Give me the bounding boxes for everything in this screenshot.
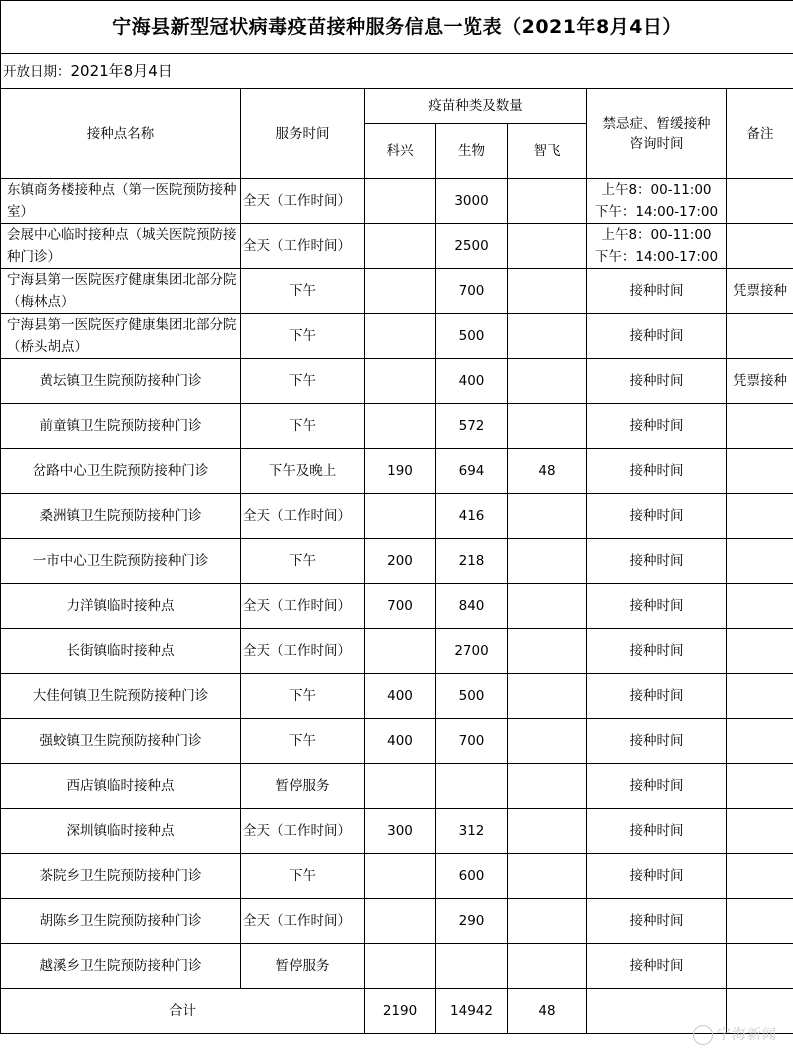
table-row (1, 764, 793, 809)
service-hours: 全天（工作时间） (241, 629, 365, 674)
table-row (1, 269, 793, 314)
table-row (1, 944, 793, 989)
shengwu-count (436, 764, 508, 809)
service-hours: 下午 (241, 854, 365, 899)
total-row (1, 989, 793, 1034)
consult-time: 接种时间 (587, 404, 727, 449)
service-hours: 全天（工作时间） (241, 494, 365, 539)
shengwu-count: 218 (436, 539, 508, 584)
site-name: 强蛟镇卫生院预防接种门诊 (1, 719, 241, 764)
open-date-label: 开放日期： (3, 63, 71, 80)
shengwu-count: 2700 (436, 629, 508, 674)
kexing-count (365, 314, 436, 359)
kexing-count: 300 (365, 809, 436, 854)
zhifei-count (508, 359, 587, 404)
service-hours: 暂停服务 (241, 944, 365, 989)
consult-time: 接种时间 (587, 764, 727, 809)
consult-time: 接种时间 (587, 809, 727, 854)
site-name: 深圳镇临时接种点 (1, 809, 241, 854)
zhifei-count (508, 494, 587, 539)
service-hours: 下午 (241, 404, 365, 449)
service-hours: 全天（工作时间） (241, 899, 365, 944)
shengwu-count: 2500 (436, 224, 508, 269)
kexing-count: 400 (365, 719, 436, 764)
consult-time: 接种时间 (587, 899, 727, 944)
note (727, 224, 793, 269)
table-row (1, 494, 793, 539)
service-hours: 下午 (241, 359, 365, 404)
note (727, 809, 793, 854)
kexing-count (365, 899, 436, 944)
consult-time: 接种时间 (587, 269, 727, 314)
site-name: 西店镇临时接种点 (1, 764, 241, 809)
kexing-count (365, 179, 436, 224)
zhifei-count (508, 854, 587, 899)
consult-time: 接种时间 (587, 674, 727, 719)
table-row (1, 539, 793, 584)
zhifei-count: 48 (508, 449, 587, 494)
consult-time: 接种时间 (587, 539, 727, 584)
service-hours: 全天（工作时间） (241, 179, 365, 224)
consult-time: 接种时间 (587, 719, 727, 764)
shengwu-count: 400 (436, 359, 508, 404)
zhifei-count (508, 224, 587, 269)
kexing-count: 200 (365, 539, 436, 584)
total-zhifei: 48 (508, 989, 587, 1034)
header-consult: 禁忌症、暂缓接种咨询时间 (587, 89, 727, 179)
site-name: 长街镇临时接种点 (1, 629, 241, 674)
header-vaccine-group: 疫苗种类及数量 (365, 89, 587, 124)
consult-time: 接种时间 (587, 584, 727, 629)
shengwu-count: 840 (436, 584, 508, 629)
site-name: 大佳何镇卫生院预防接种门诊 (1, 674, 241, 719)
open-date-line (1, 54, 793, 89)
kexing-count (365, 764, 436, 809)
service-hours: 暂停服务 (241, 764, 365, 809)
consult-time: 接种时间 (587, 314, 727, 359)
site-name: 茶院乡卫生院预防接种门诊 (1, 854, 241, 899)
header-kexing: 科兴 (365, 124, 436, 179)
zhifei-count (508, 269, 587, 314)
service-hours: 全天（工作时间） (241, 584, 365, 629)
zhifei-count (508, 719, 587, 764)
note (727, 449, 793, 494)
zhifei-count (508, 899, 587, 944)
zhifei-count (508, 179, 587, 224)
site-name: 越溪乡卫生院预防接种门诊 (1, 944, 241, 989)
shengwu-count: 500 (436, 314, 508, 359)
site-name: 胡陈乡卫生院预防接种门诊 (1, 899, 241, 944)
consult-time: 接种时间 (587, 359, 727, 404)
kexing-count (365, 224, 436, 269)
site-name: 宁海县第一医院医疗健康集团北部分院（梅林点） (1, 269, 241, 314)
note (727, 539, 793, 584)
header-hours: 服务时间 (241, 89, 365, 179)
total-label: 合计 (1, 989, 365, 1034)
shengwu-count: 700 (436, 719, 508, 764)
kexing-count (365, 944, 436, 989)
note (727, 899, 793, 944)
consult-afternoon: 下午：14:00-17:00 (594, 204, 719, 220)
zhifei-count (508, 674, 587, 719)
note (727, 314, 793, 359)
table-row (1, 629, 793, 674)
service-hours: 全天（工作时间） (241, 224, 365, 269)
consult-time: 接种时间 (587, 449, 727, 494)
table-row (1, 314, 793, 359)
shengwu-count: 572 (436, 404, 508, 449)
site-name: 岔路中心卫生院预防接种门诊 (1, 449, 241, 494)
open-date-value: 2021年8月4日 (70, 61, 173, 80)
site-name: 力洋镇临时接种点 (1, 584, 241, 629)
zhifei-count (508, 629, 587, 674)
note (727, 944, 793, 989)
consult-time: 接种时间 (587, 944, 727, 989)
zhifei-count (508, 539, 587, 584)
watermark (693, 1024, 777, 1045)
consult-afternoon: 下午：14:00-17:00 (594, 249, 719, 265)
header-shengwu: 生物 (436, 124, 508, 179)
note (727, 584, 793, 629)
service-hours: 下午 (241, 539, 365, 584)
zhifei-count (508, 404, 587, 449)
shengwu-count: 3000 (436, 179, 508, 224)
site-name: 桑洲镇卫生院预防接种门诊 (1, 494, 241, 539)
table-row (1, 449, 793, 494)
zhifei-count (508, 314, 587, 359)
kexing-count (365, 404, 436, 449)
note (727, 719, 793, 764)
site-name: 一市中心卫生院预防接种门诊 (1, 539, 241, 584)
table-row (1, 854, 793, 899)
table-row (1, 584, 793, 629)
site-name: 前童镇卫生院预防接种门诊 (1, 404, 241, 449)
total-shengwu: 14942 (436, 989, 508, 1034)
kexing-count: 700 (365, 584, 436, 629)
shengwu-count: 416 (436, 494, 508, 539)
header-site: 接种点名称 (1, 89, 241, 179)
zhifei-count (508, 584, 587, 629)
kexing-count: 190 (365, 449, 436, 494)
kexing-count: 400 (365, 674, 436, 719)
kexing-count (365, 494, 436, 539)
note (727, 404, 793, 449)
table-row (1, 719, 793, 764)
watermark-text: 宁海新闻 (717, 1027, 777, 1043)
service-hours: 下午 (241, 719, 365, 764)
consult-time: 接种时间 (587, 494, 727, 539)
service-hours: 下午 (241, 674, 365, 719)
table-row (1, 179, 793, 224)
table-row (1, 674, 793, 719)
note: 凭票接种 (727, 269, 793, 314)
consult-time: 接种时间 (587, 854, 727, 899)
service-hours: 下午 (241, 269, 365, 314)
shengwu-count: 500 (436, 674, 508, 719)
kexing-count (365, 854, 436, 899)
shengwu-count: 600 (436, 854, 508, 899)
note: 凭票接种 (727, 359, 793, 404)
note (727, 674, 793, 719)
table-row (1, 404, 793, 449)
site-name: 宁海县第一医院医疗健康集团北部分院（桥头胡点） (1, 314, 241, 359)
consult-time (587, 224, 727, 269)
table-row (1, 809, 793, 854)
service-hours: 下午及晚上 (241, 449, 365, 494)
table-row (1, 359, 793, 404)
shengwu-count (436, 944, 508, 989)
note (727, 494, 793, 539)
page-title: 宁海县新型冠状病毒疫苗接种服务信息一览表（2021年8月4日） (1, 1, 793, 54)
consult-time (587, 179, 727, 224)
consult-morning: 上午8：00-11:00 (601, 227, 712, 243)
site-name: 黄坛镇卫生院预防接种门诊 (1, 359, 241, 404)
watermark-logo-icon (693, 1025, 713, 1045)
header-note: 备注 (727, 89, 793, 179)
kexing-count (365, 359, 436, 404)
shengwu-count: 700 (436, 269, 508, 314)
total-kexing: 2190 (365, 989, 436, 1034)
zhifei-count (508, 944, 587, 989)
table-row (1, 899, 793, 944)
consult-time: 接种时间 (587, 629, 727, 674)
note (727, 764, 793, 809)
table-row (1, 224, 793, 269)
note (727, 854, 793, 899)
kexing-count (365, 269, 436, 314)
zhifei-count (508, 764, 587, 809)
site-name: 会展中心临时接种点（城关医院预防接种门诊） (1, 224, 241, 269)
note (727, 629, 793, 674)
shengwu-count: 312 (436, 809, 508, 854)
site-name: 东镇商务楼接种点（第一医院预防接种室） (1, 179, 241, 224)
zhifei-count (508, 809, 587, 854)
consult-morning: 上午8：00-11:00 (601, 182, 712, 198)
shengwu-count: 694 (436, 449, 508, 494)
service-hours: 下午 (241, 314, 365, 359)
kexing-count (365, 629, 436, 674)
note (727, 179, 793, 224)
header-zhifei: 智飞 (508, 124, 587, 179)
service-hours: 全天（工作时间） (241, 809, 365, 854)
shengwu-count: 290 (436, 899, 508, 944)
